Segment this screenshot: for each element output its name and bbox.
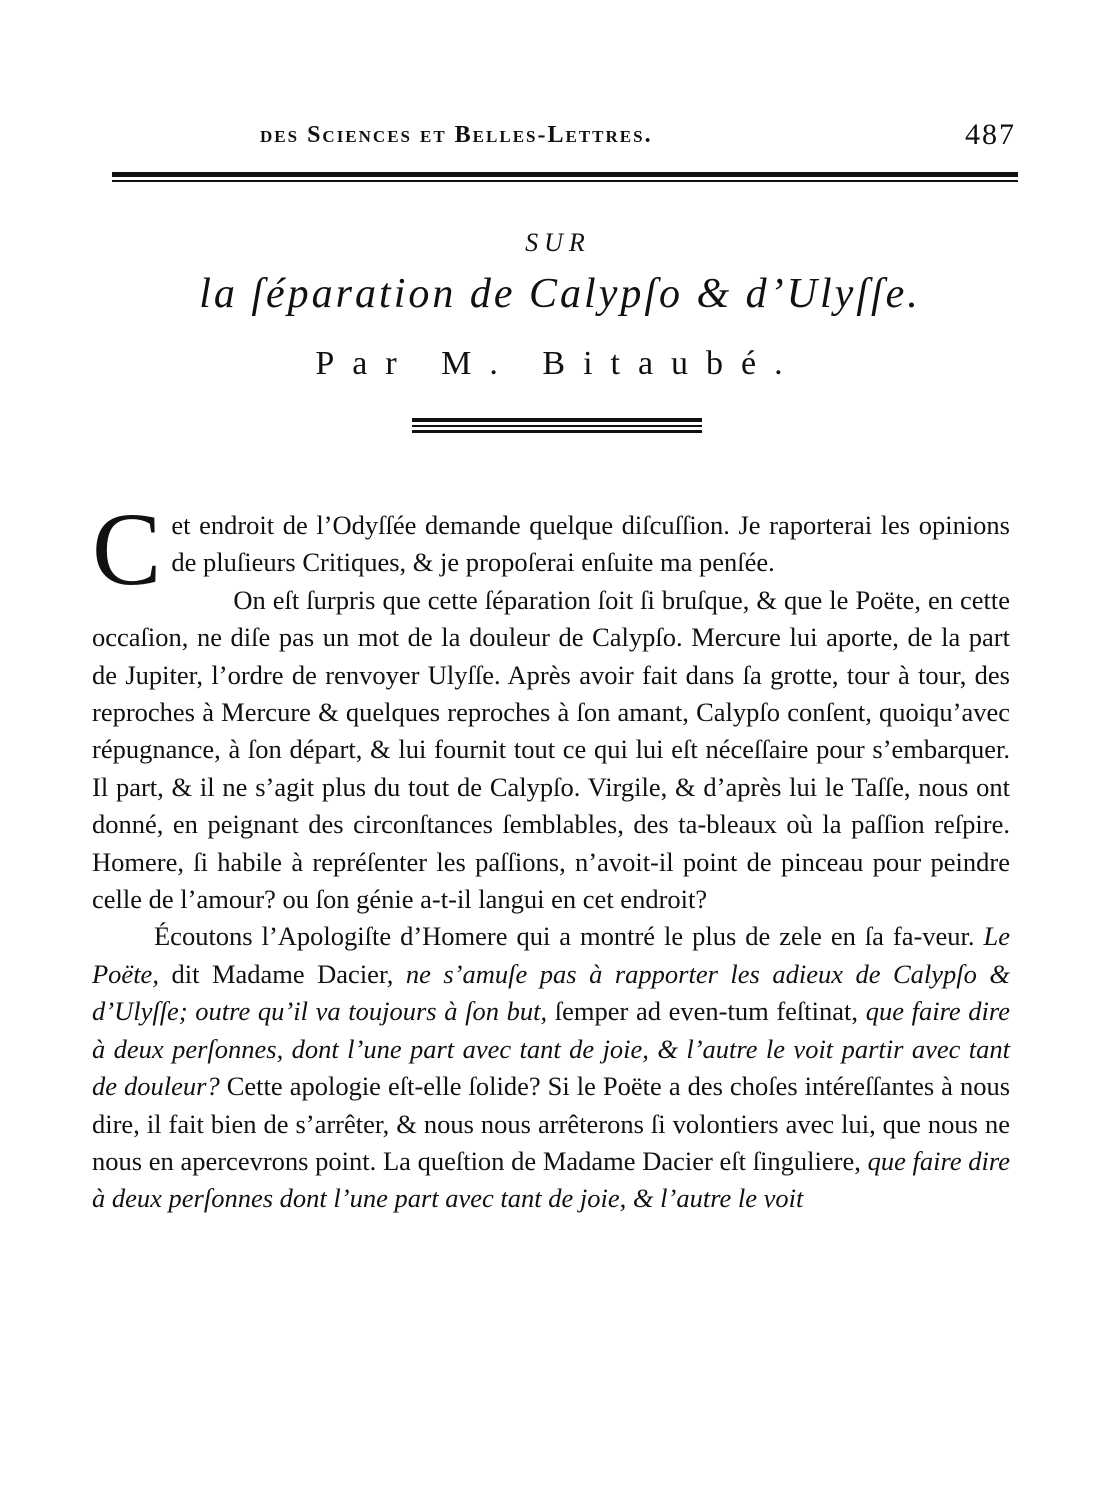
- running-head: [110, 118, 1020, 158]
- article-author: Par M. Bitaubé.: [315, 345, 801, 382]
- title-ornamental-rule: [412, 418, 702, 434]
- title-rule-line-1: [412, 418, 702, 422]
- p3-segment-2: dit Madame Dacier,: [171, 958, 394, 989]
- p3-segment-3: Cette apologie eſt-elle ſolide? Si le Poëte a des choſes intéreſſantes à nous dire, il fait bien de s’arrêter, & nous nous arrêterons ſi volontiers avec lui, que nous ne nous en apercevrons point. La queſtion de Madame Dacier eſt ſinguliere,: [92, 1071, 1011, 1176]
- p3-segment-1: Écoutons l’Apologiſte d’Homere qui a montré le plus de zele en ſa fa-veur.: [154, 921, 975, 952]
- p3-quote-4: que faire dire à deux perſonnes dont l’une part avec tant de joie, & l’autre le voit: [92, 1145, 1011, 1214]
- p3-quote-3: que faire dire à deux perſonnes, dont l’une part avec tant de joie, & l’autre le voit partir avec tant de douleur?: [92, 996, 1011, 1102]
- paragraph-1: [92, 492, 1010, 607]
- title-rule-line-3: [412, 430, 702, 433]
- paragraph-1-text: et endroit de l’Odyſſée demande quelque diſcuſſion. Je raporterai les opinions de pluſieurs Critiques, & je propoſerai enſuite ma penſée.: [171, 510, 1010, 578]
- paragraph-3: [92, 918, 1010, 1217]
- title-sur: SUR: [525, 228, 591, 257]
- header-rule-thin: [112, 180, 1018, 182]
- article-body: [92, 492, 1011, 1218]
- p3-quote-1: Le Poëte,: [92, 921, 1011, 989]
- p3-latin-phrase: ſemper ad even-tum feſtinat,: [554, 996, 859, 1027]
- header-double-rule: [112, 172, 1018, 182]
- running-title: des Sciences et Belles-Lettres.: [260, 122, 653, 148]
- p3-quote-2: ne s’amuſe pas à rapporter les adieux de Calypſo & d’Ulyſſe; outre qu’il va toujours à ſon but,: [92, 958, 1011, 1027]
- article-title: la ſéparation de Calypſo & d’Ulyſſe.: [199, 271, 921, 317]
- drop-cap: C: [92, 492, 162, 607]
- paragraph-2: On eſt ſurpris que cette ſéparation ſoit ſi bruſque, & que le Poëte, en cette occaſion, ne diſe pas un mot de la douleur de Calypſo. Mercure lui aporte, de la part de Jupiter, l’ordre de renvoyer Ulyſſe. Après avoir fait dans ſa grotte, tour à tour, des reproches à Mercure & quelques reproches à ſon amant, Calypſo conſent, quoiqu’avec répugnance, à ſon départ, & lui fournit tout ce qui lui eſt néceſſaire pour s’embarquer. Il part, & il ne s’agit plus du tout de Calypſo. Virgile, & d’après lui le Taſſe, nous ont donné, en peignant des circonſtances ſemblables, des ta-bleaux où la paſſion reſpire. Homere, ſi habile à repréſenter les paſſions, n’avoit-il point de pinceau pour peindre celle de l’amour? ou ſon génie a-t-il langui en cet endroit?: [92, 584, 1010, 915]
- page-number: 487: [965, 118, 1016, 151]
- header-rule-thick: [112, 172, 1018, 177]
- title-rule-line-2: [412, 425, 702, 427]
